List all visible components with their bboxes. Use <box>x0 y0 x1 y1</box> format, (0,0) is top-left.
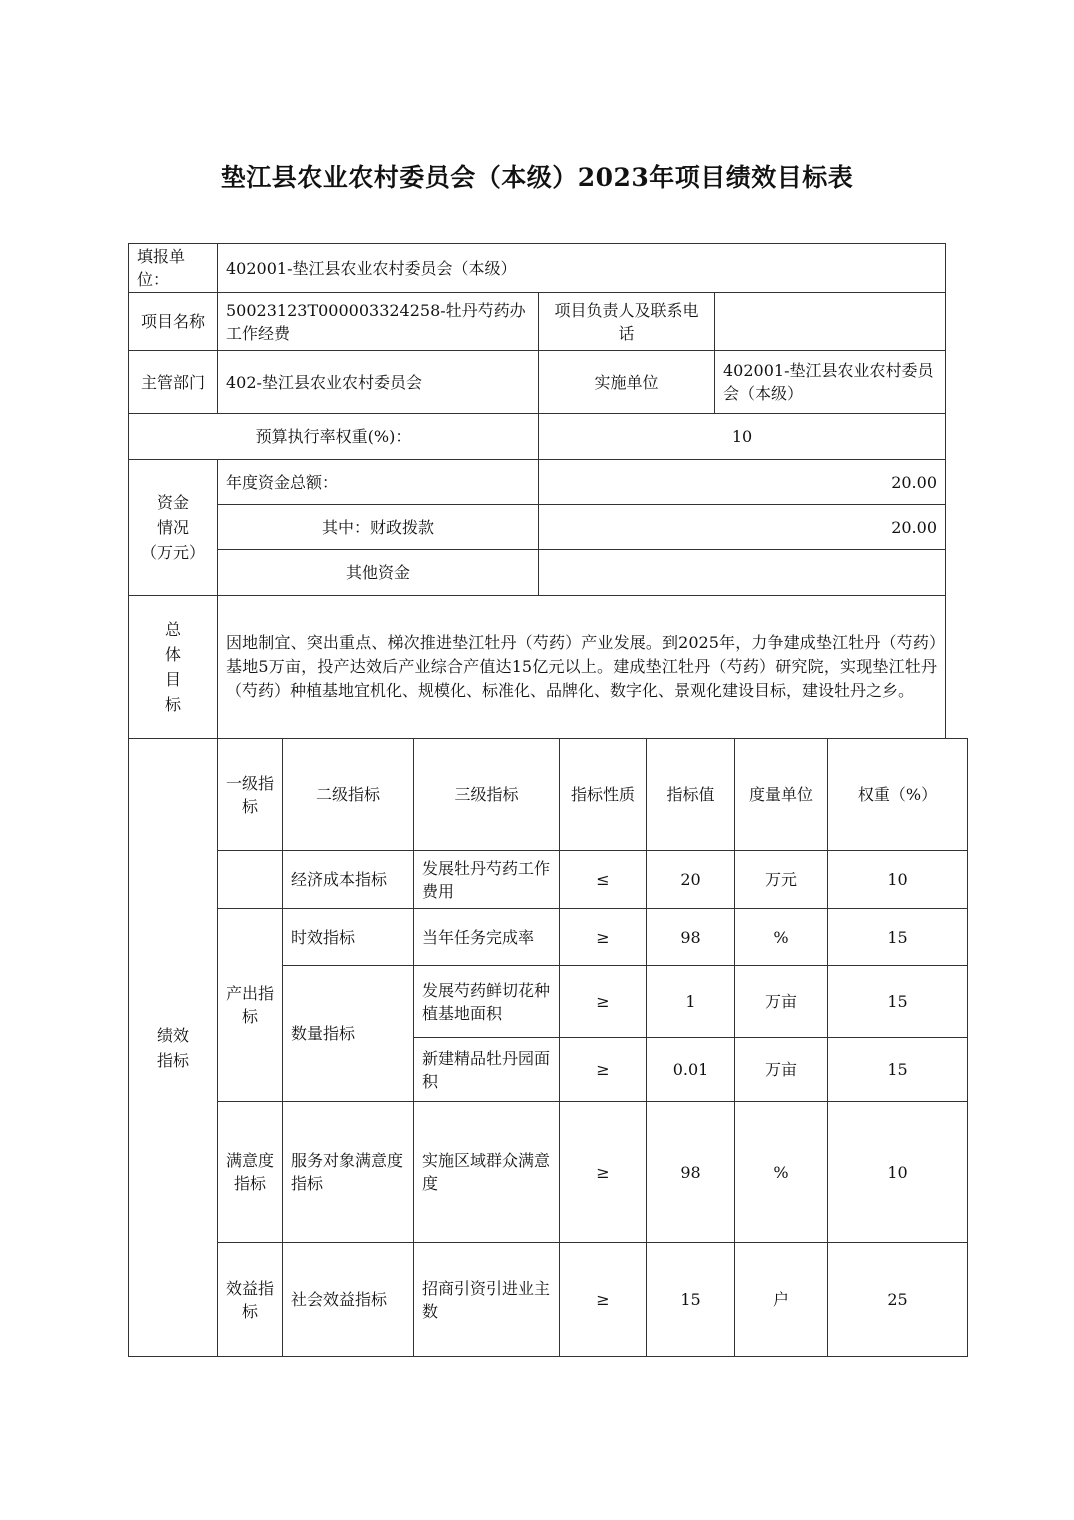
value-cell: 20 <box>647 851 735 909</box>
project-info-table <box>128 243 946 739</box>
header-value: 指标值 <box>647 739 735 851</box>
weight-cell: 15 <box>828 1038 968 1102</box>
value-cell: 0.01 <box>647 1038 735 1102</box>
table-row <box>129 1243 968 1357</box>
filler-row <box>129 244 946 293</box>
level1-cell: 效益指标 <box>218 1243 283 1357</box>
level3-cell: 发展牡丹芍药工作费用 <box>414 851 560 909</box>
goal-label <box>129 596 218 739</box>
header-weight: 权重（%） <box>828 739 968 851</box>
indicators-label <box>129 739 218 1357</box>
impl-label: 实施单位 <box>539 351 715 414</box>
funds-other-label: 其他资金 <box>218 550 539 596</box>
nature-cell: ≥ <box>560 1038 647 1102</box>
goal-label-line: 体 <box>164 645 181 664</box>
unit-cell: % <box>735 1102 828 1243</box>
table-row <box>129 1102 968 1243</box>
unit-cell: 万亩 <box>735 1038 828 1102</box>
goal-label-line: 目 <box>164 670 181 689</box>
page-title: 垫江县农业农村委员会（本级）2023年项目绩效目标表 <box>220 163 854 192</box>
level1-cell: 满意度指标 <box>218 1102 283 1243</box>
project-name-label: 项目名称 <box>129 293 218 351</box>
level3-cell: 发展芍药鲜切花种植基地面积 <box>414 966 560 1038</box>
funds-fiscal-value: 20.00 <box>539 505 946 550</box>
contact-label: 项目负责人及联系电话 <box>539 293 715 351</box>
budget-weight-row <box>129 414 946 460</box>
table-row <box>129 851 968 909</box>
funds-label-line: 情况 <box>156 518 189 537</box>
weight-cell: 15 <box>828 909 968 966</box>
level3-cell: 当年任务完成率 <box>414 909 560 966</box>
nature-cell: ≥ <box>560 1243 647 1357</box>
header-level3: 三级指标 <box>414 739 560 851</box>
level3-cell: 实施区域群众满意度 <box>414 1102 560 1243</box>
value-cell: 98 <box>647 1102 735 1243</box>
value-cell: 1 <box>647 966 735 1038</box>
goal-row <box>129 596 946 739</box>
filler-value: 402001-垫江县农业农村委员会（本级） <box>218 244 946 293</box>
dept-label: 主管部门 <box>129 351 218 414</box>
goal-label-line: 总 <box>164 620 181 639</box>
dept-row <box>129 351 946 414</box>
funds-other-row <box>129 550 946 596</box>
header-level1: 一级指标 <box>218 739 283 851</box>
value-cell: 15 <box>647 1243 735 1357</box>
level1-cell <box>218 851 283 909</box>
funds-label-line: （万元） <box>140 543 205 562</box>
contact-value <box>715 293 946 351</box>
budget-weight-value: 10 <box>539 414 946 460</box>
funds-other-value <box>539 550 946 596</box>
indicators-label-text: 绩效指标 <box>156 1025 189 1070</box>
nature-cell: ≤ <box>560 851 647 909</box>
project-name-row <box>129 293 946 351</box>
level2-cell: 时效指标 <box>283 909 414 966</box>
budget-weight-label: 预算执行率权重(%)： <box>129 414 539 460</box>
level2-cell: 经济成本指标 <box>283 851 414 909</box>
dept-value: 402-垫江县农业农村委员会 <box>218 351 539 414</box>
weight-cell: 15 <box>828 966 968 1038</box>
indicators-table <box>128 738 968 1357</box>
unit-cell: 万亩 <box>735 966 828 1038</box>
indicator-header-row <box>129 739 968 851</box>
header-unit: 度量单位 <box>735 739 828 851</box>
level2-cell: 服务对象满意度指标 <box>283 1102 414 1243</box>
funds-label-line: 资金 <box>156 493 189 512</box>
filler-label: 填报单位： <box>129 244 218 293</box>
nature-cell: ≥ <box>560 966 647 1038</box>
weight-cell: 10 <box>828 1102 968 1243</box>
funds-total-label: 年度资金总额： <box>218 460 539 505</box>
level3-cell: 新建精品牡丹园面积 <box>414 1038 560 1102</box>
weight-cell: 25 <box>828 1243 968 1357</box>
weight-cell: 10 <box>828 851 968 909</box>
level1-cell: 产出指标 <box>218 909 283 1102</box>
project-name-value: 50023123T000003324258-牡丹芍药办工作经费 <box>218 293 539 351</box>
level3-cell: 招商引资引进业主数 <box>414 1243 560 1357</box>
level2-cell: 社会效益指标 <box>283 1243 414 1357</box>
funds-total-value: 20.00 <box>539 460 946 505</box>
funds-fiscal-row <box>129 505 946 550</box>
funds-fiscal-label: 其中：财政拨款 <box>218 505 539 550</box>
funds-total-row <box>129 460 946 505</box>
header-level2: 二级指标 <box>283 739 414 851</box>
goal-text: 因地制宜、突出重点、梯次推进垫江牡丹（芍药）产业发展。到2025年，力争建成垫江牡丹（芍药）基地5万亩，投产达效后产业综合产值达15亿元以上。建成垫江牡丹（芍药）研究院，实现垫江牡丹（芍药）种植基地宜机化、规模化、标准化、品牌化、数字化、景观化建设目标，建设牡丹之乡。 <box>218 596 946 739</box>
impl-value: 402001-垫江县农业农村委员会（本级） <box>715 351 946 414</box>
goal-label-line: 标 <box>164 695 181 714</box>
unit-cell: 户 <box>735 1243 828 1357</box>
level2-cell: 数量指标 <box>283 966 414 1102</box>
funds-label <box>129 460 218 596</box>
unit-cell: % <box>735 909 828 966</box>
unit-cell: 万元 <box>735 851 828 909</box>
value-cell: 98 <box>647 909 735 966</box>
nature-cell: ≥ <box>560 1102 647 1243</box>
header-nature: 指标性质 <box>560 739 647 851</box>
nature-cell: ≥ <box>560 909 647 966</box>
table-row <box>129 909 968 966</box>
